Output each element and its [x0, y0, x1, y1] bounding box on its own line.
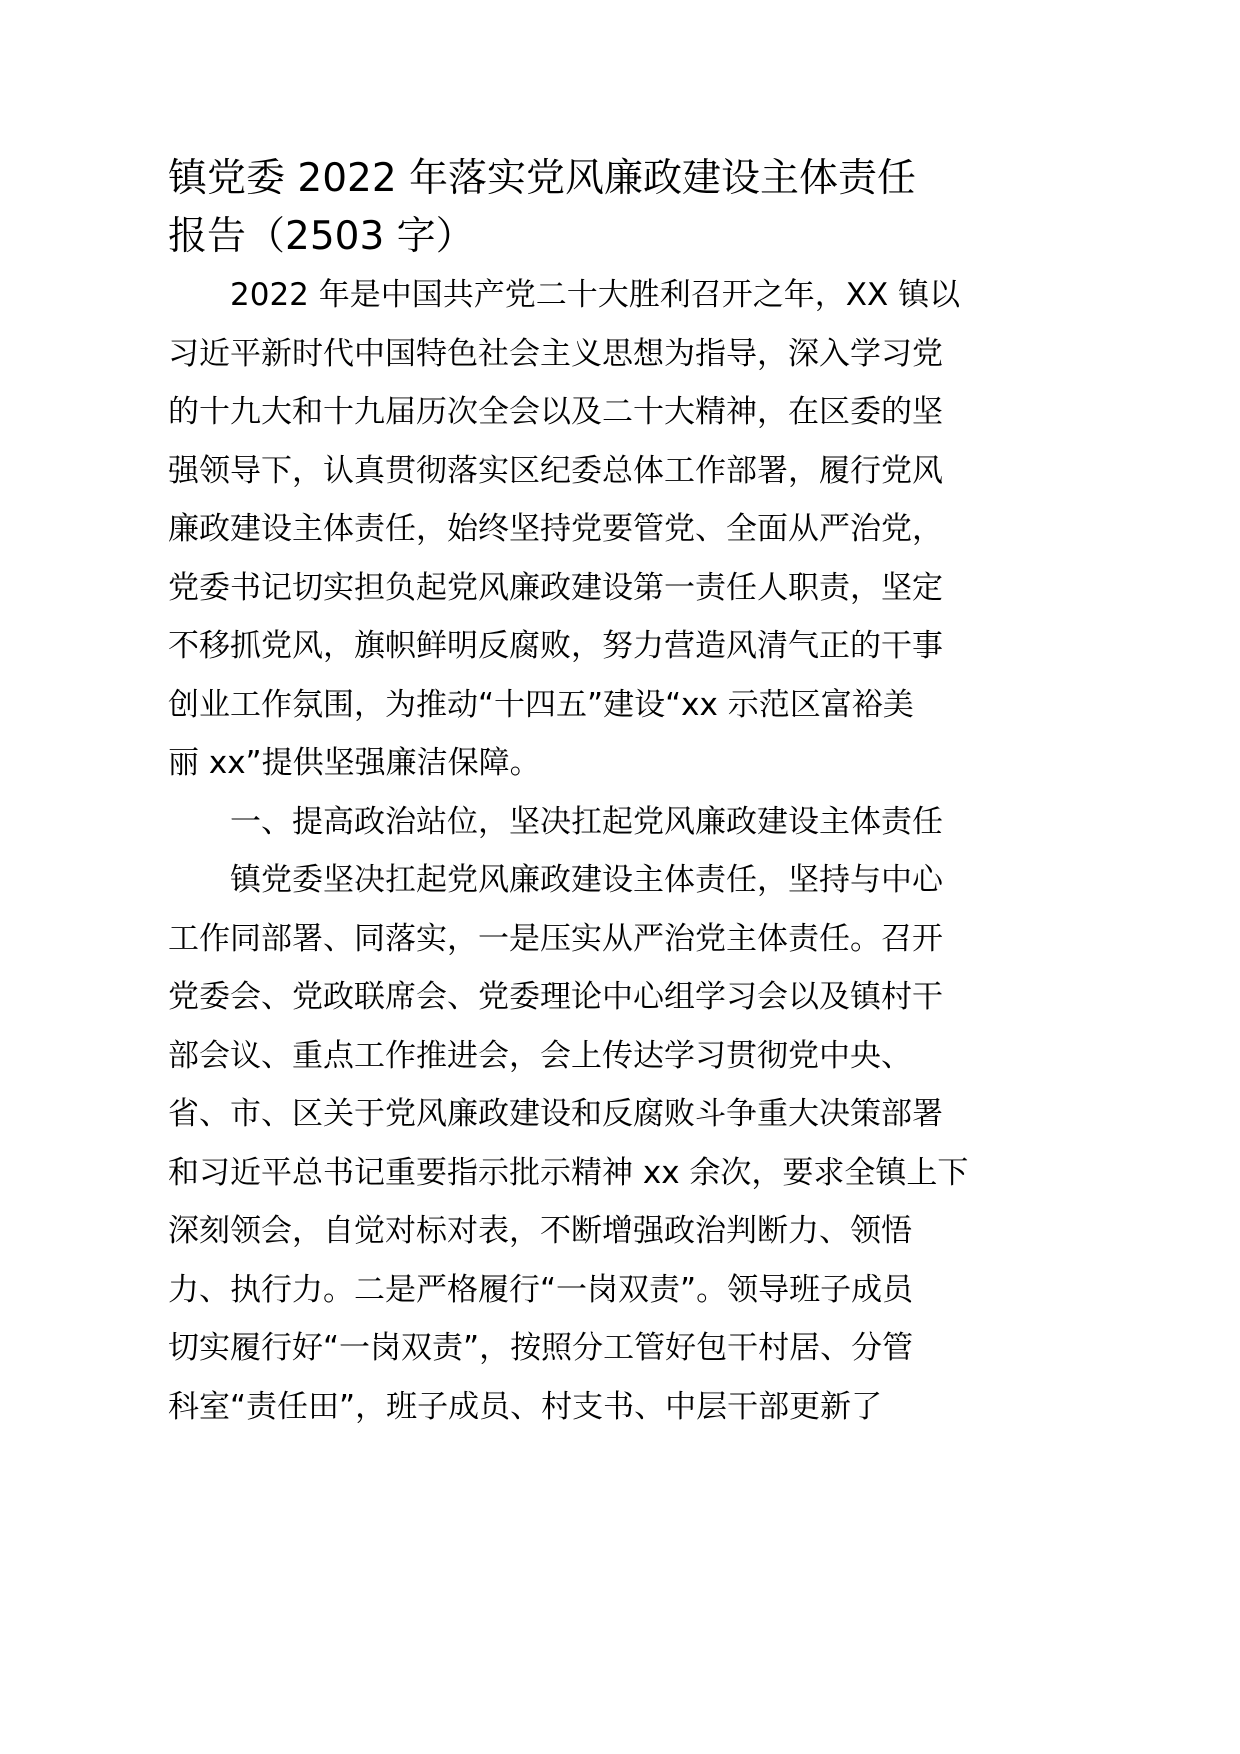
paragraph-line: 力、执行力。二是严格履行“一岗双责”。领导班子成员: [168, 1271, 914, 1308]
paragraph-line: 强领导下，认真贯彻落实区纪委总体工作部署，履行党风: [168, 452, 943, 489]
title-line-2: 报告（2503 字）: [168, 214, 475, 259]
paragraph-line: 深刻领会，自觉对标对表，不断增强政治判断力、领悟: [168, 1213, 912, 1249]
paragraph-line: 省、市、区关于党风廉政建设和反腐败斗争重大决策部署: [168, 1096, 943, 1132]
section-heading-text: 一、提高政治站位，坚决扛起党风廉政建设主体责任: [230, 803, 943, 840]
document-page: [168, 150, 969, 1436]
paragraph-line: 党委书记切实担负起党风廉政建设第一责任人职责，坚定: [168, 569, 943, 606]
paragraph-line: 廉政建设主体责任，始终坚持党要管党、全面从严治党，: [168, 511, 943, 547]
intro-paragraph: [168, 266, 961, 793]
document-title: [168, 150, 943, 266]
paragraph-line: 科室“责任田”，班子成员、村支书、中层干部更新了: [168, 1388, 883, 1425]
section-heading: [168, 793, 943, 852]
paragraph-line: 镇党委坚决扛起党风廉政建设主体责任，坚持与中心: [230, 862, 943, 898]
paragraph-line: 创业工作氛围，为推动“十四五”建设“xx 示范区富裕美: [168, 686, 914, 723]
paragraph-line: 丽 xx”提供坚强廉洁保障。: [168, 745, 541, 781]
paragraph-line: 党委会、党政联席会、党委理论中心组学习会以及镇村干: [168, 979, 943, 1015]
section-paragraph: [168, 851, 969, 1436]
paragraph-line: 工作同部署、同落实，一是压实从严治党主体责任。召开: [168, 920, 943, 957]
paragraph-line: 的十九大和十九届历次全会以及二十大精神，在区委的坚: [168, 394, 943, 430]
title-line-1: 镇党委 2022 年落实党风廉政建设主体责任: [168, 156, 917, 201]
paragraph-line: 习近平新时代中国特色社会主义思想为指导，深入学习党: [168, 335, 943, 372]
paragraph-line: 2022 年是中国共产党二十大胜利召开之年，XX 镇以: [230, 277, 961, 313]
paragraph-line: 部会议、重点工作推进会，会上传达学习贯彻党中央、: [168, 1037, 912, 1074]
paragraph-line: 和习近平总书记重要指示批示精神 xx 余次，要求全镇上下: [168, 1154, 969, 1191]
paragraph-line: 不移抓党风，旗帜鲜明反腐败，努力营造风清气正的干事: [168, 628, 943, 664]
paragraph-line: 切实履行好“一岗双责”，按照分工管好包干村居、分管: [168, 1330, 914, 1366]
